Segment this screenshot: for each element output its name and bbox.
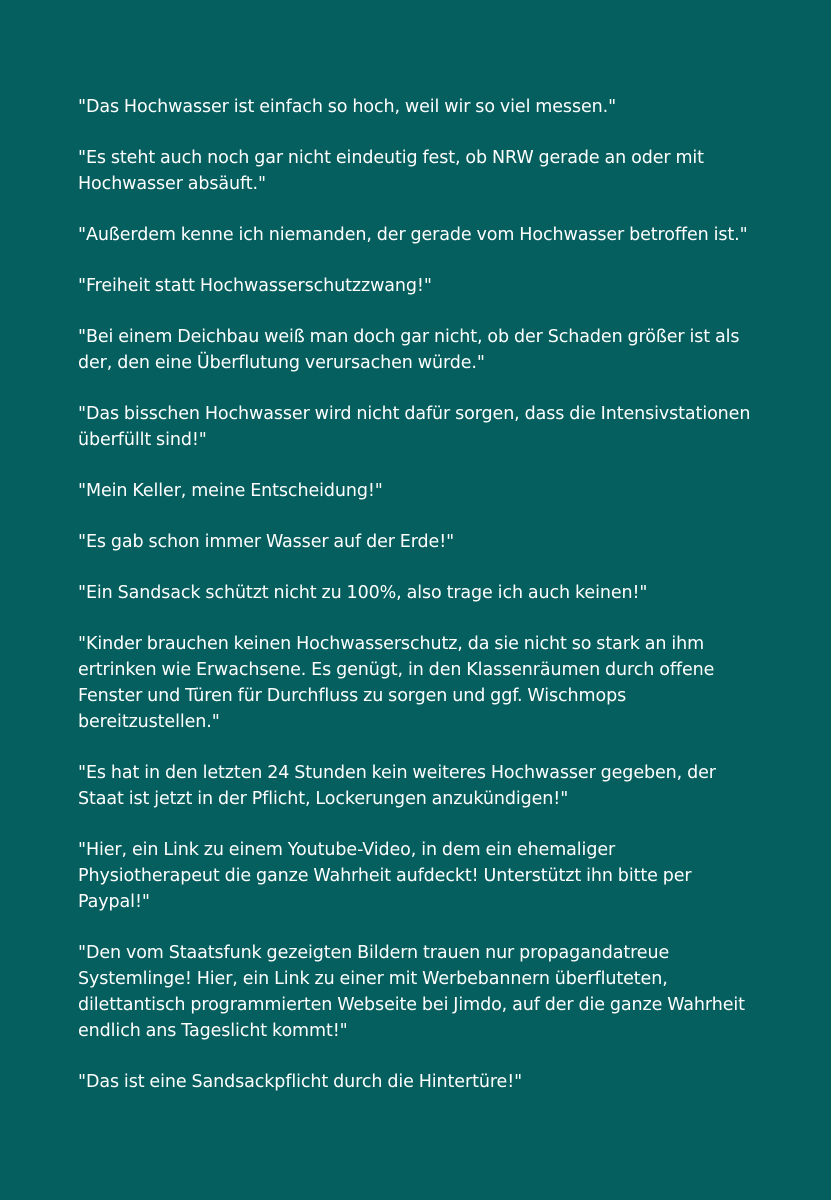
quote-13: "Den vom Staatsfunk gezeigten Bildern trauen nur propagandatreue Systemlinge! Hier, ein Link zu einer mit Werbebannern überfluteten, dilettantisch programmierten Webseite bei Jimdo, auf der die ganze Wahrheit endlich ans Tageslicht kommt!" <box>78 943 745 1041</box>
quote-11: "Es hat in den letzten 24 Stunden kein weiteres Hochwasser gegeben, der Staat ist jetzt in der Pflicht, Lockerungen anzukündigen!" <box>78 763 716 809</box>
quote-4: "Freiheit statt Hochwasserschutzzwang!" <box>78 276 432 296</box>
quote-9: "Ein Sandsack schützt nicht zu 100%, also trage ich auch keinen!" <box>78 583 648 603</box>
quote-7: "Mein Keller, meine Entscheidung!" <box>78 481 383 501</box>
quote-5: "Bei einem Deichbau weiß man doch gar nicht, ob der Schaden größer ist als der, den eine Überflutung verursachen würde." <box>78 327 740 373</box>
quote-8: "Es gab schon immer Wasser auf der Erde!" <box>78 532 455 552</box>
quote-14: "Das ist eine Sandsackpflicht durch die Hintertüre!" <box>78 1072 523 1092</box>
quote-10: "Kinder brauchen keinen Hochwasserschutz, da sie nicht so stark an ihm ertrinken wie Erwachsene. Es genügt, in den Klassenräumen durch offene Fenster und Türen für Durchfluss zu sorgen und ggf. Wischmops bereitzustellen." <box>78 634 715 732</box>
quote-12: "Hier, ein Link zu einem Youtube-Video, in dem ein ehemaliger Physiotherapeut die ganze Wahrheit aufdeckt! Unterstützt ihn bitte per Paypal!" <box>78 840 692 912</box>
quote-1: "Das Hochwasser ist einfach so hoch, weil wir so viel messen." <box>78 97 617 117</box>
quote-6: "Das bisschen Hochwasser wird nicht dafür sorgen, dass die Intensivstationen überfüllt sind!" <box>78 404 751 450</box>
quote-2: "Es steht auch noch gar nicht eindeutig fest, ob NRW gerade an oder mit Hochwasser absäuft." <box>78 148 704 194</box>
quote-3: "Außerdem kenne ich niemanden, der gerade vom Hochwasser betroffen ist." <box>78 225 748 245</box>
quote-list <box>78 94 761 1095</box>
